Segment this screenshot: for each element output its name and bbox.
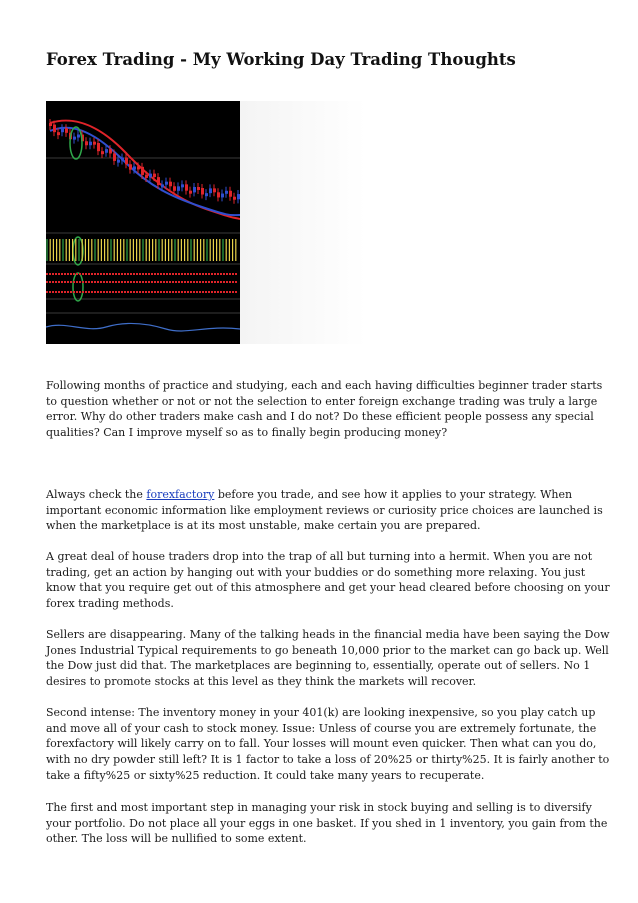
indicator-dot: [139, 281, 141, 283]
candle-body: [145, 175, 148, 178]
indicator-dot: [202, 273, 204, 275]
paragraph-line: know that you require get out of this atmosphere and get your head cleared before choosing on your: [46, 581, 610, 595]
indicator-dot: [106, 273, 108, 275]
indicator-dot: [49, 273, 51, 275]
indicator-dot: [55, 273, 57, 275]
paragraph-line: Jones Industrial Typical requirements to go beneath 10,000 prior to the market can go back up. Well: [46, 643, 609, 657]
candle-body: [57, 132, 60, 135]
paragraph-line: and move all of your cash to stock money. Issue: Unless of course you are extremely fortunate, the: [46, 721, 597, 735]
candle-body: [161, 184, 164, 187]
indicator-dot: [115, 273, 117, 275]
indicator-dot: [82, 273, 84, 275]
indicator-dot: [232, 291, 234, 293]
page-title: Forex Trading - My Working Day Trading Thoughts: [46, 50, 516, 69]
candle-body: [165, 182, 168, 185]
indicator-dot: [103, 291, 105, 293]
indicator-dot: [106, 291, 108, 293]
indicator-dot: [199, 281, 201, 283]
indicator-dot: [226, 273, 228, 275]
indicator-dot: [208, 273, 210, 275]
candle-body: [193, 187, 196, 192]
indicator-dot: [73, 273, 75, 275]
indicator-dot: [148, 281, 150, 283]
indicator-dot: [181, 291, 183, 293]
indicator-dot: [223, 273, 225, 275]
indicator-dot: [82, 281, 84, 283]
candle-body: [89, 142, 92, 146]
candle-body: [49, 123, 52, 126]
indicator-dot: [109, 291, 111, 293]
indicator-dot: [130, 273, 132, 275]
paragraph-5: [46, 705, 610, 784]
paragraph-line: other. The loss will be nullified to some extent.: [46, 832, 307, 846]
indicator-dot: [205, 281, 207, 283]
candle-body: [217, 192, 220, 197]
paragraph-line: to question whether or not or not the selection to enter foreign exchange trading was truly a large: [46, 394, 598, 408]
indicator-dot: [229, 273, 231, 275]
indicator-dot: [223, 291, 225, 293]
paragraph-line: important economic information like employment reviews or curiosity price choices are launched is: [46, 503, 603, 517]
indicator-dot: [187, 273, 189, 275]
paragraph-line: forex trading methods.: [46, 597, 174, 611]
indicator-dot: [109, 281, 111, 283]
indicator-dot: [115, 281, 117, 283]
indicator-dot: [190, 291, 192, 293]
indicator-dot: [82, 291, 84, 293]
forex-chart-image: [46, 101, 240, 344]
indicator-dot: [46, 281, 48, 283]
indicator-dot: [136, 291, 138, 293]
text-after-link: before you trade, and see how it applies to your strategy. When: [214, 488, 573, 501]
indicator-dot: [211, 273, 213, 275]
indicator-dot: [94, 291, 96, 293]
indicator-dot: [55, 281, 57, 283]
indicator-dot: [79, 291, 81, 293]
candle-body: [109, 149, 112, 153]
indicator-dot: [154, 273, 156, 275]
indicator-dot: [181, 281, 183, 283]
indicator-dot: [49, 281, 51, 283]
paragraph-2: [46, 487, 603, 534]
indicator-dot: [73, 291, 75, 293]
indicator-dot: [139, 291, 141, 293]
indicator-dot: [118, 281, 120, 283]
candle-body: [101, 151, 104, 154]
candlestick-chart-icon: [46, 101, 240, 344]
indicator-dot: [85, 291, 87, 293]
indicator-dot: [169, 273, 171, 275]
indicator-dot: [145, 281, 147, 283]
candle-body: [53, 125, 56, 133]
candle-body: [233, 197, 236, 200]
indicator-dot: [115, 291, 117, 293]
candle-body: [221, 194, 224, 198]
candle-body: [73, 137, 76, 140]
indicator-dot: [190, 273, 192, 275]
indicator-dot: [133, 281, 135, 283]
indicator-dot: [124, 291, 126, 293]
indicator-dot: [127, 291, 129, 293]
paragraph-6: [46, 800, 608, 847]
indicator-dot: [229, 291, 231, 293]
candle-body: [85, 141, 88, 145]
candle-body: [209, 188, 212, 193]
indicator-dot: [208, 281, 210, 283]
indicator-dot: [121, 273, 123, 275]
paragraph-line: qualities? Can I improve myself so as to finally begin producing money?: [46, 426, 448, 440]
indicator-dot: [232, 281, 234, 283]
indicator-dot: [127, 273, 129, 275]
indicator-dot: [211, 291, 213, 293]
indicator-dot: [61, 291, 63, 293]
indicator-dot: [67, 291, 69, 293]
indicator-dot: [151, 291, 153, 293]
indicator-dot: [172, 273, 174, 275]
indicator-dot: [88, 273, 90, 275]
indicator-dot: [73, 281, 75, 283]
paragraph-line: Second intense: The inventory money in your 401(k) are looking inexpensive, so you play catch up: [46, 706, 596, 719]
candle-body: [213, 188, 216, 192]
forexfactory-link[interactable]: forexfactory: [146, 488, 215, 501]
indicator-dot: [145, 273, 147, 275]
indicator-dot: [46, 273, 48, 275]
indicator-dot: [49, 291, 51, 293]
indicator-dot: [76, 291, 78, 293]
indicator-dot: [160, 273, 162, 275]
paragraph-line: The first and most important step in managing your risk in stock buying and selling is to diversify: [46, 801, 592, 814]
indicator-dot: [160, 291, 162, 293]
indicator-dot: [208, 291, 210, 293]
indicator-dot: [112, 281, 114, 283]
candle-body: [117, 160, 120, 163]
indicator-dot: [169, 291, 171, 293]
indicator-dot: [94, 273, 96, 275]
indicator-dot: [157, 291, 159, 293]
indicator-dot: [94, 281, 96, 283]
candle-body: [97, 143, 100, 151]
indicator-dot: [136, 273, 138, 275]
indicator-dot: [223, 281, 225, 283]
indicator-dot: [124, 281, 126, 283]
indicator-dot: [184, 291, 186, 293]
indicator-dot: [58, 273, 60, 275]
indicator-dot: [172, 291, 174, 293]
indicator-dot: [232, 273, 234, 275]
candle-body: [113, 153, 116, 160]
indicator-dot: [61, 281, 63, 283]
indicator-dot: [55, 291, 57, 293]
candle-body: [121, 157, 124, 160]
indicator-dot: [175, 291, 177, 293]
indicator-dot: [46, 291, 48, 293]
indicator-dot: [100, 291, 102, 293]
indicator-dot: [151, 281, 153, 283]
indicator-dot: [121, 291, 123, 293]
candle-body: [157, 177, 160, 185]
indicator-dot: [193, 291, 195, 293]
paragraph-1: [46, 378, 603, 441]
indicator-dot: [217, 273, 219, 275]
indicator-dot: [127, 281, 129, 283]
indicator-dot: [103, 281, 105, 283]
indicator-dot: [133, 291, 135, 293]
paragraph-line: your portfolio. Do not place all your eggs in one basket. If you shed in 1 inventory, you gain from the: [46, 816, 608, 830]
indicator-dot: [202, 281, 204, 283]
indicator-dot: [196, 281, 198, 283]
indicator-dot: [190, 281, 192, 283]
indicator-dot: [163, 273, 165, 275]
indicator-dot: [85, 281, 87, 283]
indicator-dot: [100, 281, 102, 283]
candle-body: [129, 164, 132, 169]
indicator-dot: [70, 291, 72, 293]
indicator-dot: [88, 291, 90, 293]
candle-body: [181, 184, 184, 187]
paragraph-line: desires to promote stocks at this level as they think the markets will recover.: [46, 675, 477, 689]
indicator-dot: [148, 291, 150, 293]
indicator-dot: [58, 291, 60, 293]
indicator-dot: [172, 281, 174, 283]
candle-body: [105, 149, 108, 153]
indicator-dot: [184, 281, 186, 283]
indicator-dot: [91, 281, 93, 283]
indicator-dot: [52, 273, 54, 275]
indicator-dot: [217, 291, 219, 293]
indicator-dot: [76, 281, 78, 283]
indicator-dot: [217, 281, 219, 283]
indicator-dot: [196, 291, 198, 293]
candle-body: [229, 191, 232, 197]
candle-body: [185, 184, 188, 190]
indicator-dot: [175, 273, 177, 275]
indicator-dot: [220, 281, 222, 283]
indicator-dot: [235, 281, 237, 283]
indicator-dot: [118, 291, 120, 293]
indicator-dot: [79, 273, 81, 275]
indicator-dot: [142, 291, 144, 293]
indicator-dot: [220, 273, 222, 275]
indicator-dot: [103, 273, 105, 275]
indicator-dot: [193, 273, 195, 275]
indicator-dot: [61, 273, 63, 275]
indicator-dot: [139, 273, 141, 275]
indicator-dot: [64, 281, 66, 283]
indicator-dot: [226, 281, 228, 283]
indicator-dot: [58, 281, 60, 283]
paragraph-line: Following months of practice and studying, each and each having difficulties beginner trader starts: [46, 379, 603, 392]
paragraph-4: [46, 627, 610, 690]
paragraph-line: Sellers are disappearing. Many of the talking heads in the financial media have been saying the Dow: [46, 628, 610, 641]
candle-body: [77, 135, 80, 138]
indicator-dot: [133, 273, 135, 275]
candle-body: [65, 128, 68, 133]
candle-body: [137, 166, 140, 169]
indicator-dot: [220, 291, 222, 293]
indicator-dot: [205, 291, 207, 293]
indicator-dot: [205, 273, 207, 275]
indicator-dot: [112, 291, 114, 293]
candle-body: [93, 142, 96, 145]
indicator-dot: [70, 273, 72, 275]
indicator-dot: [214, 281, 216, 283]
indicator-dot: [157, 281, 159, 283]
indicator-dot: [193, 281, 195, 283]
paragraph-line: A great deal of house traders drop into the trap of all but turning into a hermit. When you are not: [46, 550, 593, 563]
indicator-dot: [214, 273, 216, 275]
text-before-link: Always check the: [46, 488, 147, 501]
indicator-dot: [106, 281, 108, 283]
candle-body: [237, 194, 240, 199]
indicator-dot: [229, 281, 231, 283]
indicator-dot: [52, 291, 54, 293]
indicator-dot: [67, 273, 69, 275]
indicator-dot: [91, 291, 93, 293]
indicator-dot: [235, 291, 237, 293]
paragraph-line: trading, get an action by hanging out with your buddies or do something more relaxing. You just: [46, 565, 586, 579]
indicator-dot: [97, 281, 99, 283]
indicator-dot: [199, 273, 201, 275]
candle-body: [201, 188, 204, 194]
indicator-dot: [178, 273, 180, 275]
candle-body: [197, 187, 200, 190]
indicator-dot: [145, 291, 147, 293]
indicator-dot: [184, 273, 186, 275]
indicator-dot: [187, 291, 189, 293]
indicator-dot: [136, 281, 138, 283]
candle-body: [125, 157, 128, 164]
indicator-dot: [142, 273, 144, 275]
indicator-dot: [118, 273, 120, 275]
candle-body: [133, 166, 136, 169]
indicator-dot: [70, 281, 72, 283]
indicator-dot: [202, 291, 204, 293]
candle-body: [173, 186, 176, 190]
candle-body: [177, 186, 180, 190]
indicator-dot: [178, 291, 180, 293]
indicator-dot: [154, 281, 156, 283]
indicator-dot: [154, 291, 156, 293]
indicator-dot: [196, 273, 198, 275]
indicator-dot: [211, 281, 213, 283]
candle-body: [169, 182, 172, 187]
candle-body: [61, 128, 64, 132]
indicator-dot: [76, 273, 78, 275]
indicator-dot: [166, 281, 168, 283]
indicator-dot: [130, 281, 132, 283]
candle-body: [205, 193, 208, 196]
candle-body: [189, 191, 192, 194]
indicator-dot: [235, 273, 237, 275]
indicator-dot: [214, 291, 216, 293]
indicator-dot: [160, 281, 162, 283]
indicator-dot: [169, 281, 171, 283]
indicator-dot: [163, 291, 165, 293]
indicator-dot: [88, 281, 90, 283]
indicator-dot: [157, 273, 159, 275]
paragraph-line: [46, 487, 594, 503]
indicator-dot: [100, 273, 102, 275]
indicator-dot: [121, 281, 123, 283]
indicator-dot: [67, 281, 69, 283]
indicator-dot: [142, 281, 144, 283]
indicator-dot: [97, 291, 99, 293]
paragraph-line: with no dry powder still left? It is 1 factor to take a loss of 20%25 or thirty%25. It is fairly another to: [46, 753, 610, 767]
indicator-dot: [91, 273, 93, 275]
indicator-dot: [199, 291, 201, 293]
paragraph-line: error. Why do other traders make cash and I do not? Do these efficient people possess any special: [46, 410, 594, 424]
indicator-dot: [85, 273, 87, 275]
indicator-dot: [181, 273, 183, 275]
candle-body: [141, 167, 144, 175]
indicator-dot: [226, 291, 228, 293]
indicator-dot: [112, 273, 114, 275]
indicator-dot: [79, 281, 81, 283]
indicator-dot: [187, 281, 189, 283]
indicator-dot: [130, 291, 132, 293]
paragraph-3: [46, 549, 610, 612]
candle-body: [149, 174, 152, 178]
paragraph-line: when the marketplace is at its most unstable, make certain you are prepared.: [46, 519, 481, 533]
indicator-dot: [148, 273, 150, 275]
chart-image-margin: [240, 101, 366, 344]
indicator-dot: [52, 281, 54, 283]
indicator-dot: [166, 273, 168, 275]
paragraph-line: the Dow just did that. The marketplaces are beginning to, essentially, operate out of sellers. No 1: [46, 659, 591, 673]
indicator-dot: [178, 281, 180, 283]
indicator-dot: [97, 273, 99, 275]
indicator-dot: [151, 273, 153, 275]
paragraph-line: take a fifty%25 or sixty%25 reduction. It could take many years to recuperate.: [46, 768, 485, 782]
indicator-dot: [163, 281, 165, 283]
indicator-dot: [166, 291, 168, 293]
candle-body: [225, 191, 228, 194]
candle-body: [153, 174, 156, 177]
indicator-dot: [64, 273, 66, 275]
indicator-dot: [175, 281, 177, 283]
indicator-dot: [124, 273, 126, 275]
indicator-dot: [64, 291, 66, 293]
indicator-dot: [109, 273, 111, 275]
paragraph-line: forexfactory will likely carry on to fall. Your losses will mount even quicker. Then what can you do,: [46, 737, 597, 751]
